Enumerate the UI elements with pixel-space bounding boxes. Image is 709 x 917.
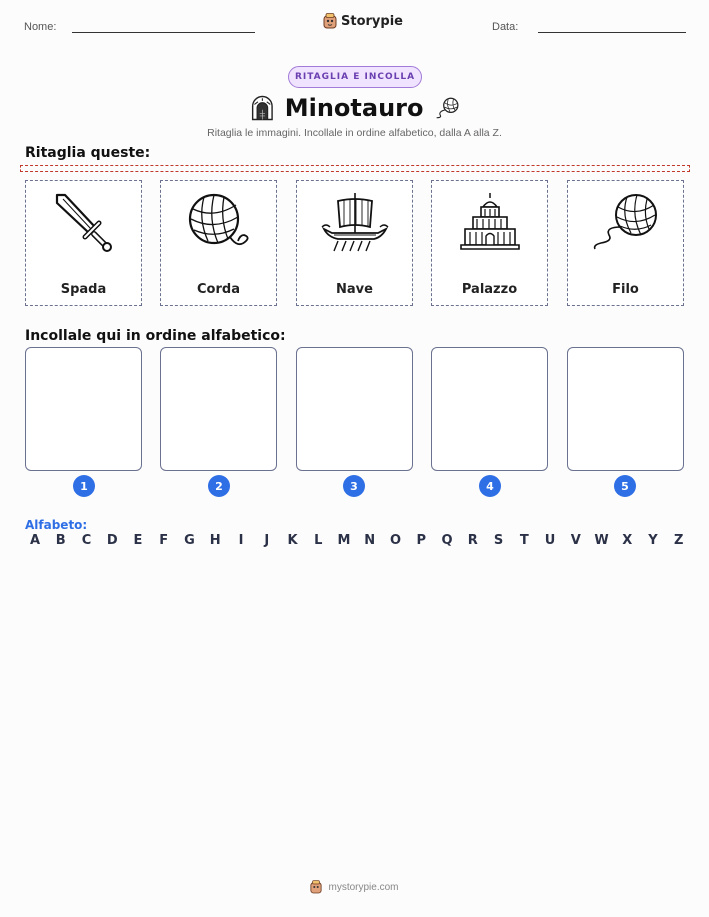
date-label: Data: <box>492 21 519 33</box>
alphabet-letter: U <box>544 533 556 548</box>
sword-icon <box>49 189 119 259</box>
alphabet-letter: B <box>55 533 66 548</box>
alphabet-letter: R <box>467 533 478 548</box>
alphabet-letter: K <box>287 533 298 548</box>
cut-section-heading: Ritaglia queste: <box>25 145 151 161</box>
paste-box-1[interactable] <box>25 347 142 471</box>
paste-box-4[interactable] <box>431 347 548 471</box>
card-label: Corda <box>197 282 240 297</box>
paste-section-heading: Incollale qui in ordine alfabetico: <box>25 328 286 344</box>
alphabet-letter: L <box>314 533 323 548</box>
footer-url[interactable]: mystorypie.com <box>328 881 399 893</box>
number-badge-3: 3 <box>343 475 365 497</box>
alphabet-letter: D <box>106 533 118 548</box>
card-label: Spada <box>60 282 107 297</box>
activity-badge: RITAGLIA E INCOLLA <box>288 66 422 88</box>
brand-logo <box>323 13 403 29</box>
alphabet-letter: M <box>337 533 351 548</box>
alphabet-letter: S <box>493 533 504 548</box>
alphabet-letter: H <box>209 533 221 548</box>
paste-box-2[interactable] <box>160 347 277 471</box>
alphabet-letter: V <box>570 533 581 548</box>
number-badge-2: 2 <box>208 475 230 497</box>
title-row <box>250 92 460 124</box>
alphabet-letter: C <box>81 533 92 548</box>
alphabet-letter: W <box>594 533 609 548</box>
name-label: Nome: <box>24 21 57 33</box>
cut-card-palazzo[interactable] <box>431 180 548 306</box>
number-badge-1: 1 <box>73 475 95 497</box>
cut-card-spada[interactable] <box>25 180 142 306</box>
storypie-mascot-icon <box>323 13 337 29</box>
alphabet-letter: P <box>416 533 427 548</box>
alphabet-letter: J <box>264 533 270 548</box>
instruction-text: Ritaglia le immagini. Incollale in ordine alfabetico, dalla A alla Z. <box>207 127 502 139</box>
alphabet-letter: A <box>29 533 41 548</box>
cut-line <box>20 165 690 172</box>
card-label: Nave <box>336 282 373 297</box>
alphabet-letter: T <box>519 533 529 548</box>
alphabet-letter: G <box>184 533 195 548</box>
ship-icon <box>320 189 390 259</box>
paste-box-5[interactable] <box>567 347 684 471</box>
cut-card-nave[interactable] <box>296 180 413 306</box>
alphabet-letter: F <box>159 533 169 548</box>
thread-ball-icon <box>591 189 661 259</box>
brand-name: Storypie <box>341 13 403 29</box>
footer <box>0 880 709 894</box>
labyrinth-gate-icon <box>250 94 275 122</box>
alphabet-label: Alfabeto: <box>25 518 88 532</box>
name-line[interactable] <box>72 32 255 33</box>
number-badge-4: 4 <box>479 475 501 497</box>
alphabet-row <box>27 533 687 548</box>
number-badge-5: 5 <box>614 475 636 497</box>
cut-card-filo[interactable] <box>567 180 684 306</box>
card-label: Palazzo <box>461 282 518 297</box>
alphabet-letter: Q <box>441 533 453 548</box>
yarn-ball-icon <box>184 189 254 259</box>
alphabet-letter: I <box>238 533 244 548</box>
alphabet-letter: E <box>133 533 143 548</box>
palace-icon <box>455 189 525 259</box>
card-label: Filo <box>612 282 639 297</box>
alphabet-letter: Z <box>674 533 684 548</box>
alphabet-letter: X <box>622 533 633 548</box>
date-line[interactable] <box>538 32 686 33</box>
page-title: Minotauro <box>284 94 424 122</box>
alphabet-letter: N <box>364 533 376 548</box>
thread-ball-icon <box>434 95 461 121</box>
cut-card-corda[interactable] <box>160 180 277 306</box>
alphabet-letter: O <box>389 533 402 548</box>
storypie-mascot-icon <box>310 880 322 894</box>
alphabet-letter: Y <box>648 533 658 548</box>
paste-box-3[interactable] <box>296 347 413 471</box>
